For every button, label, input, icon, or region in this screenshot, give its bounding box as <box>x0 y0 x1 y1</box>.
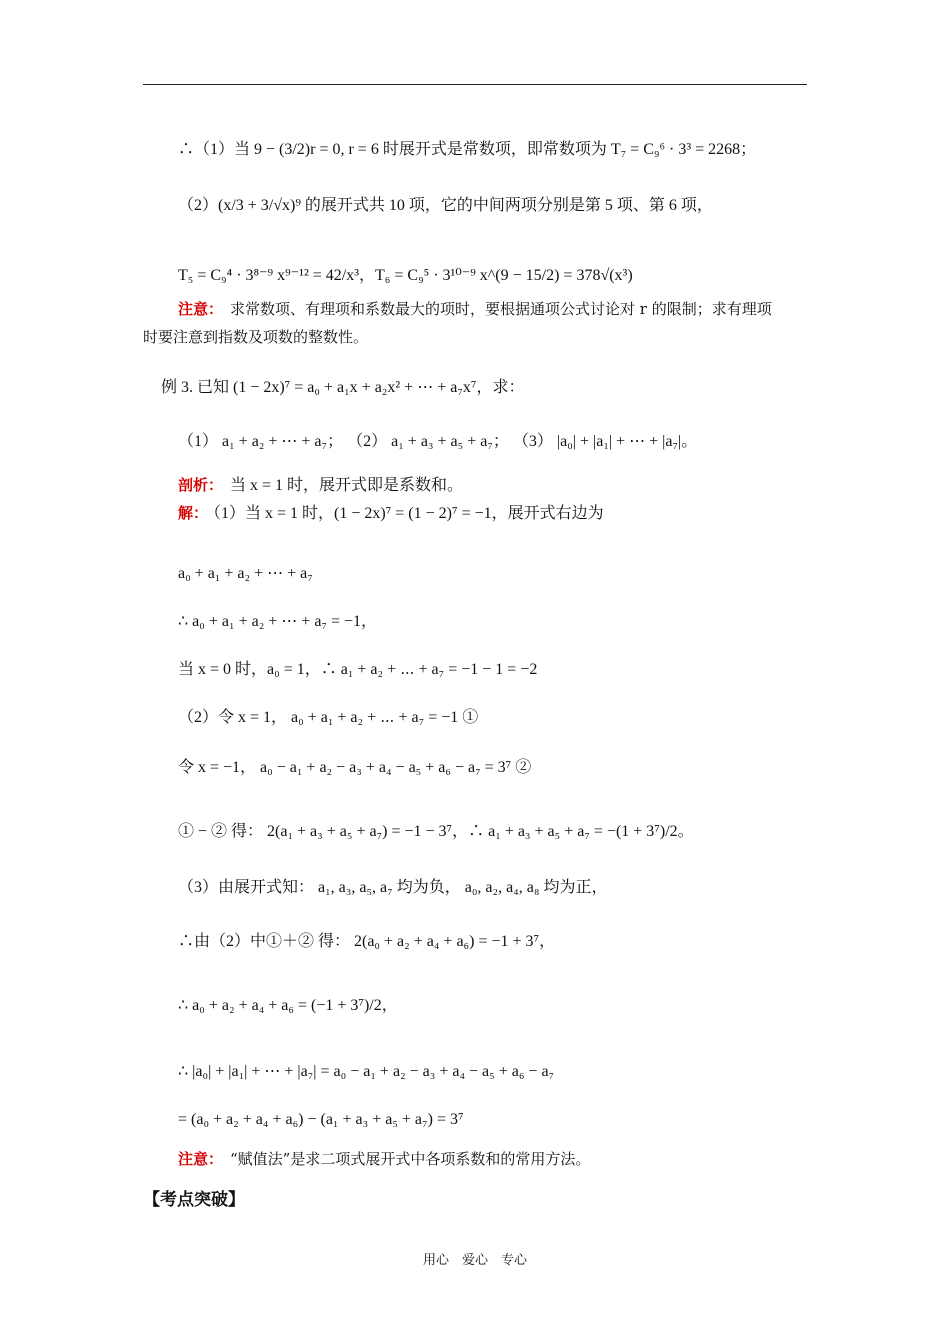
note-label-1: 注意： <box>178 300 224 318</box>
solution-line-1: （1）当 x = 1 时，(1 − 2x)⁷ = (1 − 2)⁷ = −1，展开式右边为 <box>205 505 604 522</box>
example-3-questions: （1） a₁ + a₂ + ⋯ + a₇； （2） a₁ + a₃ + a₅ + a₇； （3） |a₀| + |a₁| + ⋯ + |a₇|。 <box>178 433 698 450</box>
page-footer: 用心 爱心 专心 <box>422 1253 527 1268</box>
solution-line-5: （2）令 x = 1， a₀ + a₁ + a₂ + ⋯ + a₇ = −1 ① <box>178 709 479 726</box>
solution-line-7: ① − ② 得： 2(a₁ + a₃ + a₅ + a₇) = −1 − 3⁷，∴ a₁ + a₃ + a₅ + a₇ = −(1 + 3⁷)/2。 <box>178 823 694 840</box>
solution-label: 解： <box>178 504 209 522</box>
solution-line-6: 令 x = −1， a₀ − a₁ + a₂ − a₃ + a₄ − a₅ + a₆ − a₇ = 3⁷ ② <box>178 759 532 776</box>
solution-line-9: ∴由（2）中①＋② 得： 2(a₀ + a₂ + a₄ + a₆) = −1 + 3⁷， <box>178 933 556 950</box>
text-line-3: T₅ = C₉⁴ · 3⁸⁻⁹ x⁹⁻¹² = 42/x³，T₆ = C₉⁵ · 3¹⁰⁻⁹ x^(9 − 15/2) = 378√(x³) <box>178 267 633 284</box>
solution-line-12: = (a₀ + a₂ + a₄ + a₆) − (a₁ + a₃ + a₅ + a₇) = 3⁷ <box>178 1111 464 1128</box>
example-3-title: 例 3. 已知 (1 − 2x)⁷ = a₀ + a₁x + a₂x² + ⋯ + a₇x⁷，求： <box>161 379 525 396</box>
text-line-1: ∴（1）当 9 − (3/2)r = 0, r = 6 时展开式是常数项，即常数项为 T₇ = C₉⁶ · 3³ = 2268； <box>178 141 757 158</box>
note-text-1: 求常数项、有理项和系数最大的项时，要根据通项公式讨论对 r 的限制；求有理项 <box>230 300 772 318</box>
text-line-2: （2）(x/3 + 3/√x)⁹ 的展开式共 10 项，它的中间两项分别是第 5 项、第 6 项， <box>178 197 713 214</box>
solution-line-8: （3）由展开式知： a₁, a₃, a₅, a₇ 均为负， a₀, a₂, a₄, a₈ 均为正， <box>178 879 608 896</box>
solution-line-2: a₀ + a₁ + a₂ + ⋯ + a₇ <box>178 565 313 582</box>
analysis-text: 当 x = 1 时，展开式即是系数和。 <box>230 477 464 494</box>
solution-line-11: ∴ |a₀| + |a₁| + ⋯ + |a₇| = a₀ − a₁ + a₂ − a₃ + a₄ − a₅ + a₆ − a₇ <box>178 1063 555 1080</box>
solution-line-10: ∴ a₀ + a₂ + a₄ + a₆ = (−1 + 3⁷)/2， <box>178 997 398 1014</box>
analysis-label: 剖析： <box>178 476 224 494</box>
solution-line-4: 当 x = 0 时，a₀ = 1，∴ a₁ + a₂ + ⋯ + a₇ = −1 − 1 = −2 <box>178 661 538 678</box>
note-text-1-cont: 时要注意到指数及项数的整数性。 <box>143 328 369 346</box>
section-heading: 【考点突破】 <box>143 1190 245 1210</box>
note-label-2: 注意： <box>178 1150 224 1168</box>
header-rule <box>143 84 807 85</box>
solution-line-3: ∴ a₀ + a₁ + a₂ + ⋯ + a₇ = −1， <box>178 613 378 630</box>
note-text-2: “赋值法”是求二项式展开式中各项系数和的常用方法。 <box>230 1150 591 1168</box>
